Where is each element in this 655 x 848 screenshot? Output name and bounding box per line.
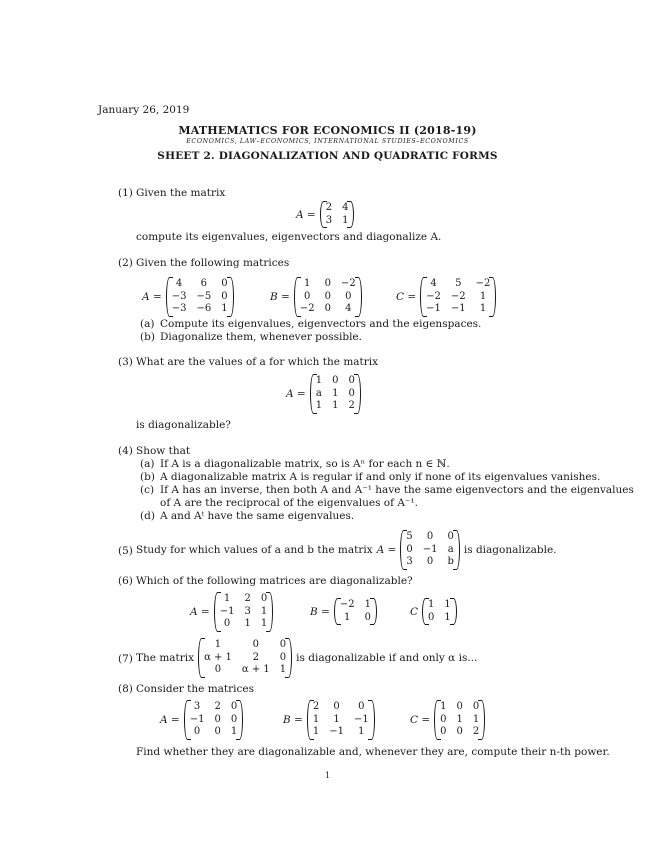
matrix-cell: 0 [279, 651, 287, 663]
problem-2-intro: Given the following matrices [136, 257, 290, 269]
matrix-cell: 1 [364, 599, 371, 610]
problem-2-matrix-b [270, 277, 362, 317]
problem-4b-text: A diagonalizable matrix A is regular if and only if none of its eigenvalues vanishes. [160, 471, 601, 483]
problem-2-number: (2) [118, 257, 133, 269]
problem-1-equation [296, 201, 354, 228]
problem-3-intro: What are the values of a for which the matrix [136, 356, 379, 368]
problem-7-number: (7) [118, 653, 133, 665]
matrix-cell: 3 [193, 701, 201, 712]
matrix-cell: 0 [440, 713, 447, 725]
problem-2b-tag: (b) [140, 331, 155, 343]
problem-2-matrix-a [142, 277, 234, 317]
matrix-label: A = [296, 208, 316, 221]
matrix-cell: 0 [447, 531, 454, 542]
problem-4d-tag: (d) [140, 510, 155, 522]
matrix-cell: −2 [426, 290, 441, 302]
matrix-cell: −1 [450, 303, 466, 314]
matrix [434, 700, 485, 740]
matrix [307, 700, 375, 740]
matrix-cell: 1 [260, 618, 268, 629]
problem-1-intro: Given the matrix [136, 187, 226, 199]
matrix-cell: −1 [329, 726, 344, 737]
matrix-cell: 0 [324, 290, 331, 302]
matrix-cell: 0 [214, 726, 221, 737]
matrix-cell: 0 [252, 639, 260, 650]
problem-8-matrix-c [410, 700, 485, 740]
matrix-label: C [410, 605, 419, 618]
matrix-cell: −2 [450, 290, 466, 302]
matrix-label: A = [190, 605, 210, 618]
matrix-cell: 0 [221, 278, 228, 289]
matrix [184, 700, 244, 740]
matrix [422, 598, 457, 625]
matrix-cell: 0 [279, 639, 287, 650]
matrix-cell: 0 [345, 290, 352, 302]
problem-4-intro: Show that [136, 445, 191, 457]
matrix-cell: −2 [339, 599, 355, 610]
problem-4a-text: If A is a diagonalizable matrix, so is Aⁿ for each n ∈ ℕ. [160, 458, 450, 470]
problem-3-number: (3) [118, 356, 133, 368]
matrix-cell: 2 [244, 593, 251, 604]
matrix-cell: 3 [325, 214, 333, 226]
problem-5-pre: Study for which values of a and b the matrix [136, 543, 373, 556]
matrix-label: B = [283, 713, 303, 726]
matrix [294, 277, 362, 317]
matrix [310, 374, 361, 414]
matrix-cell: −3 [171, 303, 187, 314]
problem-7-post: is diagonalizable if and only α is... [296, 651, 478, 664]
problem-4-number: (4) [118, 445, 133, 457]
matrix-cell: 1 [230, 726, 238, 737]
matrix-cell: b [447, 556, 454, 567]
matrix [334, 598, 377, 625]
matrix-cell: 1 [312, 713, 320, 725]
problem-5-line [136, 530, 557, 570]
problem-4c-tag: (c) [140, 484, 155, 496]
matrix-cell: 1 [358, 726, 365, 737]
matrix-cell: 0 [193, 726, 201, 737]
matrix-cell: 0 [440, 726, 447, 737]
matrix-cell: 0 [456, 726, 463, 737]
problem-1-number: (1) [118, 187, 133, 199]
matrix-cell: 0 [426, 531, 434, 542]
matrix-cell: −1 [219, 605, 235, 617]
matrix-cell: 4 [430, 278, 437, 289]
problem-2b-text: Diagonalize them, whenever possible. [160, 331, 362, 343]
problem-6-matrix-c [410, 598, 457, 625]
matrix-cell: 0 [348, 387, 355, 399]
matrix-cell: 2 [312, 701, 320, 712]
course-subtitle: ECONOMICS, LAW–ECONOMICS, INTERNATIONAL STUDIES–ECONOMICS [186, 138, 469, 145]
matrix-cell: 0 [230, 701, 238, 712]
matrix-cell: 1 [472, 713, 480, 725]
matrix-label: A = [286, 387, 306, 400]
problem-3-tail: is diagonalizable? [136, 419, 231, 431]
matrix-cell: 1 [444, 599, 451, 610]
problem-6-intro: Which of the following matrices are diagonalizable? [136, 575, 413, 587]
matrix [320, 201, 355, 228]
matrix-cell: 0 [333, 701, 340, 712]
matrix-cell: 1 [221, 303, 228, 314]
matrix-cell: 2 [472, 726, 480, 737]
matrix-cell: 1 [333, 713, 340, 725]
matrix-cell: 0 [364, 611, 371, 623]
matrix-label: A = [142, 290, 162, 303]
matrix-cell: 2 [348, 400, 355, 411]
matrix-label: A = [160, 713, 180, 726]
matrix-label: B = [310, 605, 330, 618]
matrix-cell: 1 [479, 303, 487, 314]
problem-5-number: (5) [118, 545, 133, 557]
matrix-cell: 3 [244, 605, 251, 617]
matrix-cell: 4 [342, 202, 349, 213]
matrix-cell: 1 [444, 611, 451, 623]
matrix-cell: 0 [214, 664, 222, 675]
matrix-label: C = [410, 713, 431, 726]
matrix-cell: 0 [358, 701, 365, 712]
problem-5-post: is diagonalizable. [463, 543, 557, 556]
matrix-cell: 1 [244, 618, 251, 629]
matrix [198, 638, 292, 678]
matrix-cell: 1 [440, 701, 447, 712]
matrix-cell: 1 [312, 726, 320, 737]
matrix-cell: 4 [175, 278, 183, 289]
matrix-cell: α + 1 [204, 651, 232, 663]
matrix-cell: 0 [456, 701, 463, 712]
matrix-cell: 0 [332, 375, 339, 386]
matrix-cell: −1 [422, 543, 438, 555]
matrix-cell: 1 [315, 400, 323, 411]
matrix-label: C = [396, 290, 417, 303]
matrix-cell: −1 [189, 713, 205, 725]
matrix-label: B = [270, 290, 290, 303]
matrix-cell: −2 [299, 303, 315, 314]
problem-2a-text: Compute its eigenvalues, eigenvectors and the eigenspaces. [160, 318, 482, 330]
matrix-cell: 1 [479, 290, 487, 302]
problem-8-matrix-a [160, 700, 243, 740]
matrix-label: A = [376, 543, 397, 556]
matrix-cell: −2 [340, 278, 356, 289]
matrix-cell: 4 [345, 303, 352, 314]
matrix-cell: 0 [260, 593, 268, 604]
matrix-cell: 0 [428, 611, 435, 623]
matrix-cell: 0 [426, 556, 434, 567]
matrix-cell: a [447, 543, 454, 555]
problem-8-tail: Find whether they are diagonalizable and, whenever they are, compute their n-th power. [136, 746, 610, 758]
problem-7-line [136, 638, 477, 678]
course-title: MATHEMATICS FOR ECONOMICS II (2018-19) [178, 124, 477, 137]
matrix-cell: 2 [325, 202, 333, 213]
problem-4d-text: A and Aᵗ have the same eigenvalues. [160, 510, 355, 522]
matrix-cell: 1 [332, 387, 339, 399]
matrix-cell: −5 [196, 290, 212, 302]
matrix-cell: −3 [171, 290, 187, 302]
problem-4a-tag: (a) [140, 458, 155, 470]
problem-4b-tag: (b) [140, 471, 155, 483]
problem-8-number: (8) [118, 683, 133, 695]
problem-8-intro: Consider the matrices [136, 683, 254, 695]
problem-1-task: compute its eigenvalues, eigenvectors and diagonalize A. [136, 231, 442, 243]
matrix-cell: −1 [353, 713, 369, 725]
matrix-cell: 0 [304, 290, 311, 302]
problem-6-matrix-a [190, 592, 273, 632]
document-date: January 26, 2019 [98, 104, 190, 116]
matrix-cell: 1 [304, 278, 311, 289]
problem-2-matrix-c [396, 277, 496, 317]
matrix-cell: 1 [223, 593, 231, 604]
matrix-cell: −2 [475, 278, 491, 289]
problem-6-matrix-b [310, 598, 377, 625]
problem-8-matrix-b [283, 700, 375, 740]
problem-6-number: (6) [118, 575, 133, 587]
matrix-cell: 1 [342, 214, 349, 226]
matrix-cell: 6 [200, 278, 208, 289]
matrix-cell: 2 [252, 651, 260, 663]
matrix [214, 592, 274, 632]
matrix-cell: 0 [324, 278, 331, 289]
matrix [420, 277, 496, 317]
matrix-cell: −1 [426, 303, 441, 314]
matrix-cell: 1 [315, 375, 323, 386]
matrix-cell: 0 [406, 543, 413, 555]
matrix-cell: 1 [428, 599, 435, 610]
matrix-cell: 0 [221, 290, 228, 302]
matrix-cell: 0 [348, 375, 355, 386]
sheet-title: SHEET 2. DIAGONALIZATION AND QUADRATIC FORMS [157, 150, 498, 162]
problem-3-equation [286, 374, 361, 414]
problem-4c-text-line1: If A has an inverse, then both A and A⁻¹ have the same eigenvectors and the eigenvalues [160, 484, 634, 496]
matrix-cell: −6 [196, 303, 212, 314]
matrix-cell: 0 [472, 701, 480, 712]
matrix-cell: 1 [214, 639, 222, 650]
matrix-cell: 5 [406, 531, 413, 542]
matrix-cell: 2 [214, 701, 221, 712]
matrix-cell: 1 [344, 611, 351, 623]
problem-4c-text-line2: of A are the reciprocal of the eigenvalues of A⁻¹. [160, 497, 419, 509]
problem-2a-tag: (a) [140, 318, 155, 330]
matrix-cell: 5 [455, 278, 462, 289]
matrix-cell: 3 [406, 556, 413, 567]
matrix-cell: 1 [332, 400, 339, 411]
matrix [400, 530, 460, 570]
matrix [166, 277, 234, 317]
matrix-cell: 0 [214, 713, 221, 725]
matrix-cell: α + 1 [241, 664, 270, 675]
matrix-cell: 1 [260, 605, 268, 617]
matrix-cell: 0 [324, 303, 331, 314]
page-number: 1 [324, 771, 331, 780]
matrix-cell: 0 [230, 713, 238, 725]
matrix-cell: 1 [456, 713, 463, 725]
matrix-cell: a [315, 387, 322, 399]
matrix-cell: 1 [279, 664, 287, 675]
matrix-cell: 0 [223, 618, 231, 629]
problem-7-pre: The matrix [136, 651, 195, 664]
